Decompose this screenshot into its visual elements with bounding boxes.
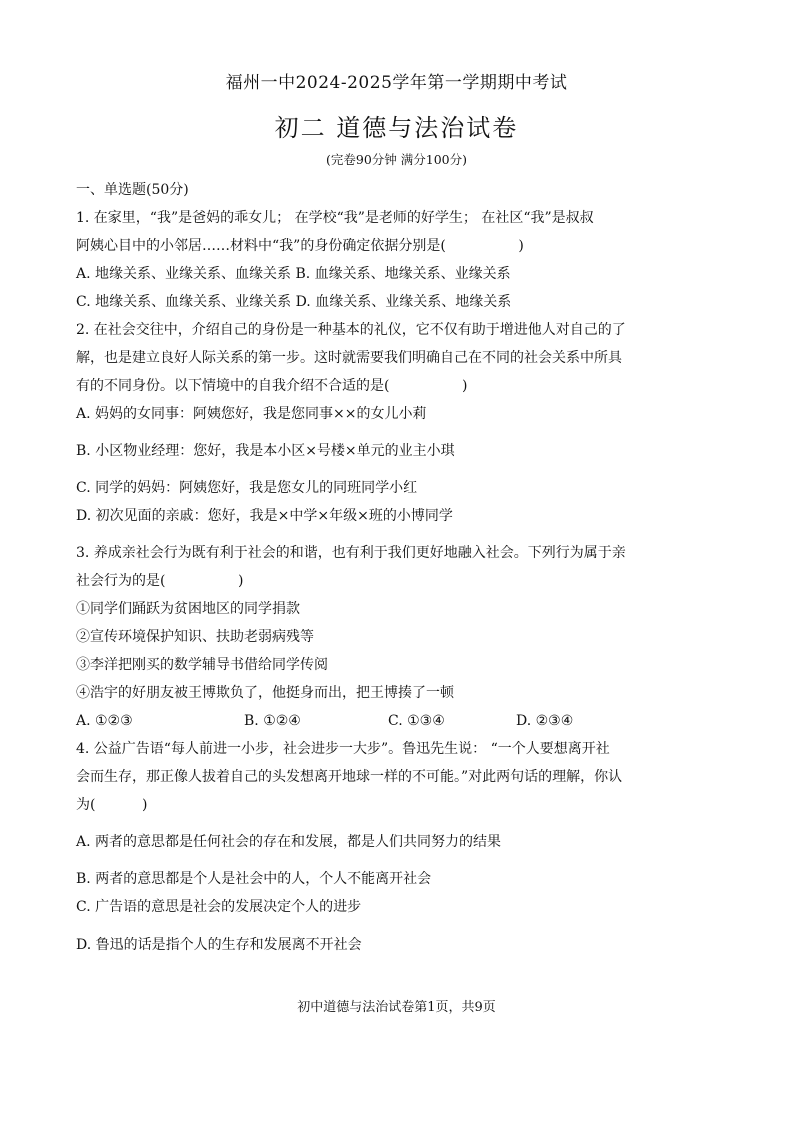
question-3-option-c: C. ①③④ — [388, 713, 445, 729]
question-2-option-a: A. 妈妈的女同事：阿姨您好，我是您同事××的女儿小莉 — [76, 406, 427, 422]
exam-duration-note: (完卷90分钟 满分100分) — [326, 152, 467, 167]
answer-blank-open: ( — [384, 378, 390, 394]
question-4-option-b: B. 两者的意思都是个人是社会中的人，个人不能离开社会 — [76, 871, 432, 887]
question-4-line-3 — [76, 791, 718, 819]
answer-blank-close: ) — [238, 573, 244, 589]
question-3-option-b: B. ①②④ — [244, 713, 301, 729]
question-3-line-2-text: 社会行为的是 — [76, 573, 160, 589]
question-4-option-d: D. 鲁迅的话是指个人的生存和发展离不开社会 — [76, 937, 362, 953]
question-4-line-3-text: 为 — [76, 797, 90, 813]
question-2-line-3 — [76, 372, 718, 400]
question-1-options-ab: A. 地缘关系、业缘关系、血缘关系 B. 血缘关系、地缘关系、业缘关系 — [76, 266, 511, 282]
answer-blank-open: ( — [440, 238, 446, 254]
question-2-option-b: B. 小区物业经理：您好，我是本小区×号楼×单元的业主小琪 — [76, 443, 455, 459]
section-title: 一、单选题(50分) — [76, 182, 189, 198]
answer-blank-close: ) — [462, 378, 468, 394]
question-2 — [76, 316, 718, 530]
question-3-option-d: D. ②③④ — [516, 713, 574, 729]
question-3-option-a: A. ①②③ — [76, 713, 133, 729]
question-3-item-4: ④浩宇的好朋友被王博欺负了，他挺身而出，把王博揍了一顿 — [76, 685, 454, 701]
answer-blank-close: ) — [142, 797, 148, 813]
question-1-options-cd: C. 地缘关系、血缘关系、业缘关系 D. 血缘关系、业缘关系、地缘关系 — [76, 294, 512, 310]
question-2-line-1: 2. 在社会交往中，介绍自己的身份是一种基本的礼仪，它不仅有助于增进他人对自己的了 — [76, 322, 626, 338]
question-3-options — [76, 707, 718, 735]
answer-blank-open: ( — [90, 797, 96, 813]
question-3 — [76, 539, 718, 735]
question-3-item-1: ①同学们踊跃为贫困地区的同学捐款 — [76, 601, 300, 617]
question-3-item-3: ③李洋把刚买的数学辅导书借给同学传阅 — [76, 657, 328, 673]
question-3-line-2 — [76, 567, 718, 595]
exam-content — [76, 176, 718, 959]
question-3-item-2: ②宣传环境保护知识、扶助老弱病残等 — [76, 629, 314, 645]
question-1-line-2-text: 阿姨心目中的小邻居……材料中“我”的身份确定依据分别是 — [76, 238, 441, 254]
question-2-line-3-text: 有的不同身份。以下情境中的自我介绍不合适的是 — [76, 378, 384, 394]
question-2-line-2: 解，也是建立良好人际关系的第一步。这时就需要我们明确自己在不同的社会关系中所具 — [76, 350, 622, 366]
question-1 — [76, 204, 718, 316]
answer-blank-open: ( — [160, 573, 166, 589]
question-1-line-2 — [76, 232, 718, 260]
answer-blank-close: ) — [518, 238, 524, 254]
question-1-line-1: 1. 在家里，“我”是爸妈的乖女儿； 在学校“我”是老师的好学生； 在社区“我”是叔叔 — [76, 210, 594, 226]
question-2-option-d: D. 初次见面的亲戚：您好，我是×中学×年级×班的小博同学 — [76, 508, 453, 524]
question-3-line-1: 3. 养成亲社会行为既有利于社会的和谐，也有利于我们更好地融入社会。下列行为属于亲 — [76, 545, 626, 561]
exam-title: 初二 道德与法治试卷 — [274, 114, 519, 142]
question-4-line-2: 会而生存，那正像人拔着自己的头发想离开地球一样的不可能。”对此两句话的理解，你认 — [76, 769, 623, 785]
question-4-option-c: C. 广告语的意思是社会的发展决定个人的进步 — [76, 899, 362, 915]
question-2-option-c: C. 同学的妈妈：阿姨您好，我是您女儿的同班同学小红 — [76, 480, 418, 496]
page-footer: 初中道德与法治试卷第1页，共9页 — [297, 1000, 496, 1015]
question-4 — [76, 735, 718, 959]
question-4-option-a: A. 两者的意思都是任何社会的存在和发展，都是人们共同努力的结果 — [76, 834, 502, 850]
question-4-line-1: 4. 公益广告语“每人前进一小步，社会进步一大步”。鲁迅先生说： “一个人要想离开社 — [76, 741, 610, 757]
school-exam-heading: 福州一中2024-2025学年第一学期期中考试 — [225, 73, 568, 93]
